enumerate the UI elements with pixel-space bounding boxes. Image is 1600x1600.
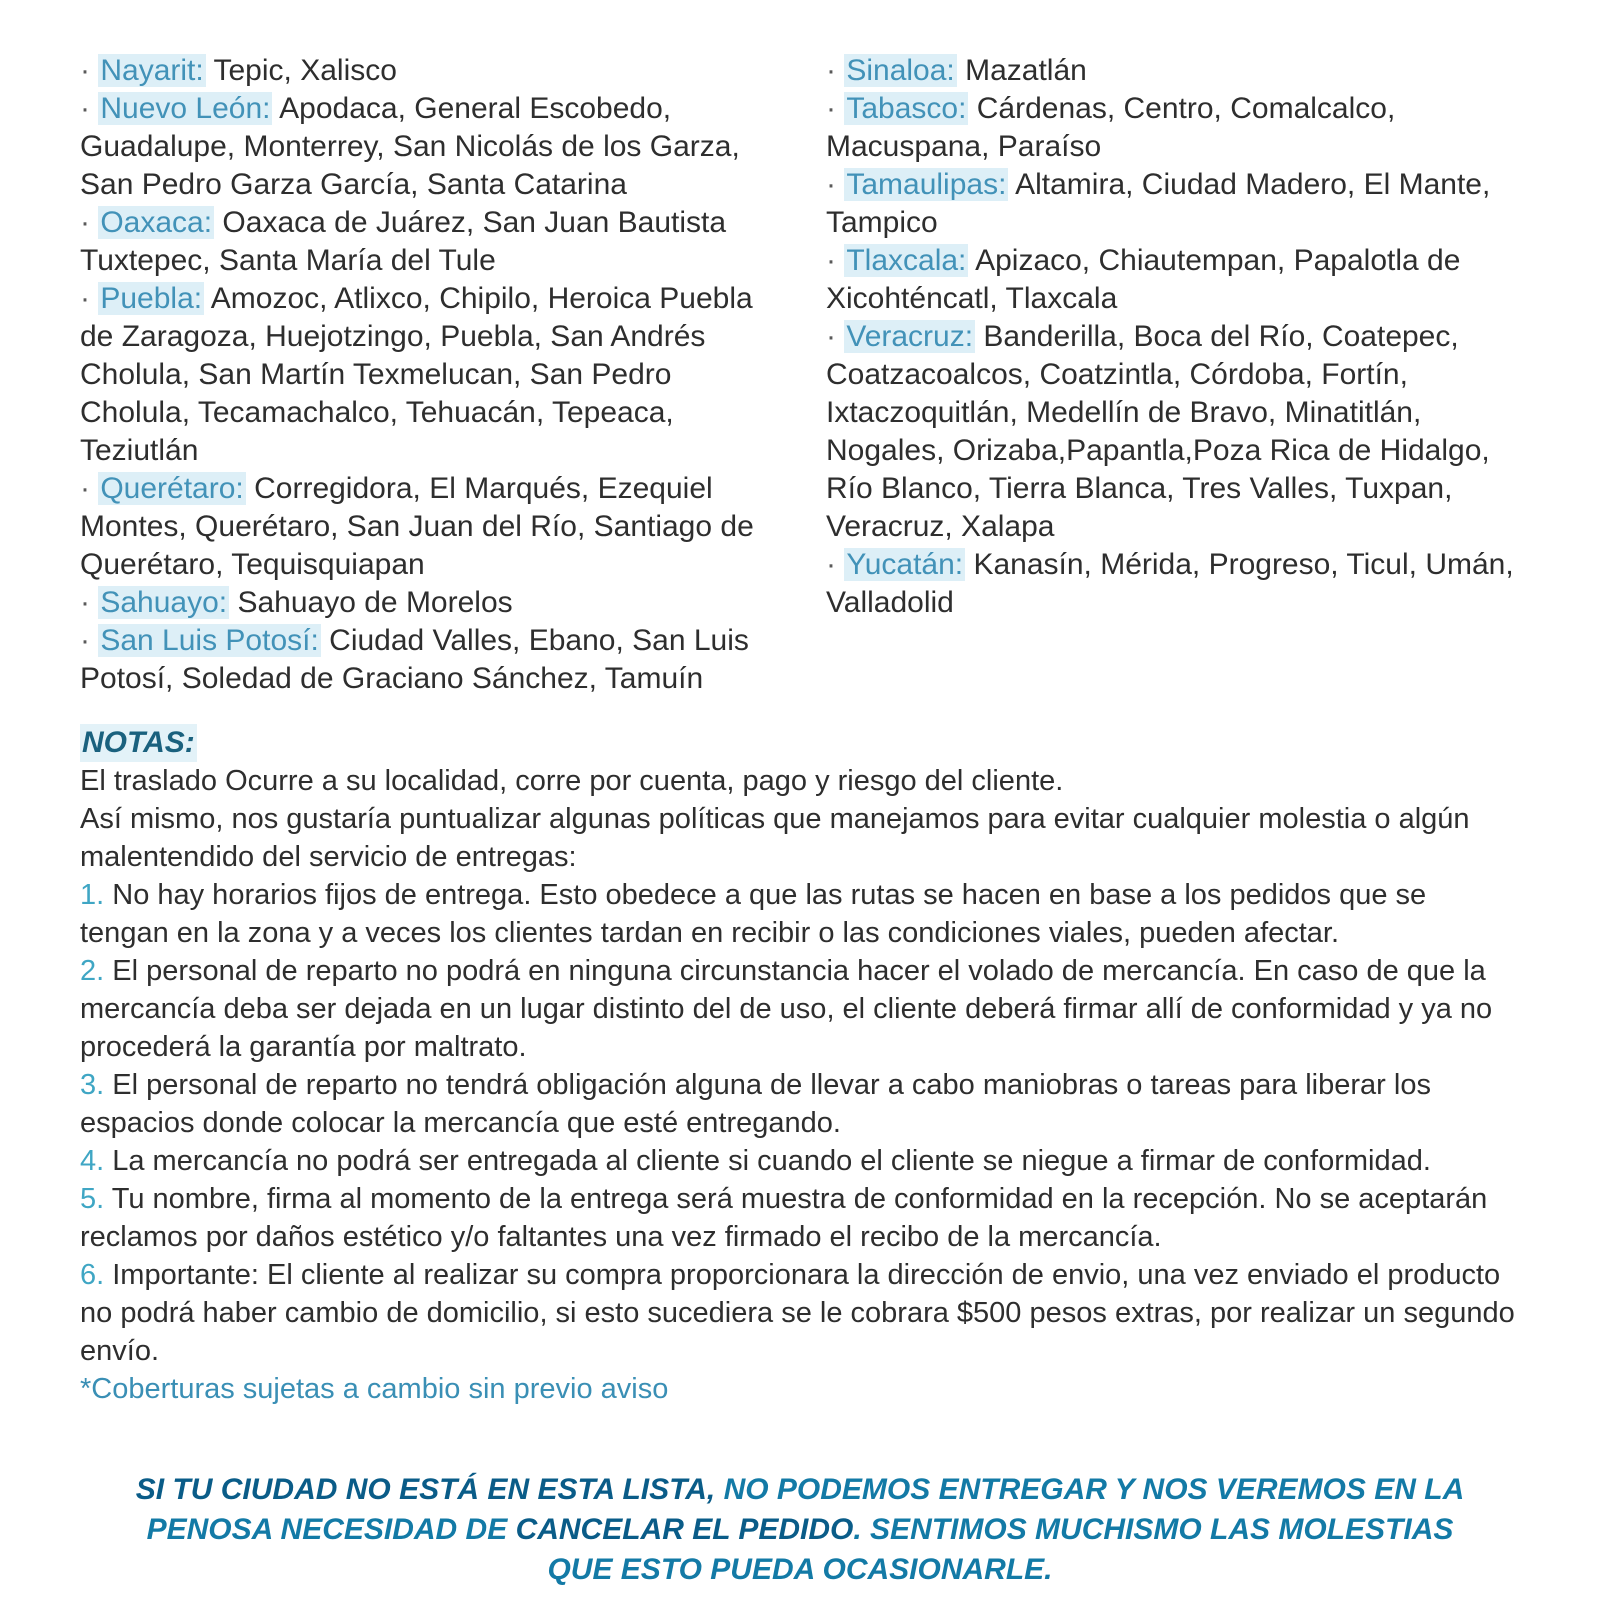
note-text: No hay horarios fijos de entrega. Esto obedece a que las rutas se hacen en base a los pedidos que se tengan en la zona y a veces los clientes tardan en recibir o las condiciones viales, pueden afectar.	[80, 879, 1427, 949]
note-intro-line: Así mismo, nos gustaría puntualizar algunas políticas que manejamos para evitar cualquier molestia o algún malentendido del servicio de entregas:	[80, 803, 1470, 873]
note-item	[80, 1180, 1520, 1256]
footer-warning	[115, 1470, 1485, 1590]
state-entry	[826, 242, 1520, 318]
state-label: Nayarit:	[100, 54, 204, 87]
bullet-dot: ·	[80, 92, 90, 125]
note-number: 2.	[80, 955, 105, 987]
state-label: Puebla:	[100, 282, 203, 315]
state-label: Oaxaca:	[100, 206, 213, 239]
notes-heading: NOTAS:	[80, 724, 197, 762]
bullet-dot: ·	[826, 92, 836, 125]
state-entry	[80, 470, 774, 584]
state-label: Tabasco:	[846, 92, 967, 125]
state-entry	[80, 90, 774, 204]
state-label: Nuevo León:	[100, 92, 271, 125]
footer-warning-highlight: SI TU CIUDAD NO ESTÁ EN ESTA LISTA,	[135, 1473, 724, 1506]
state-cities: Corregidora, El Marqués, Ezequiel Montes, Querétaro, San Juan del Río, Santiago de Querétaro, Tequisquiapan	[80, 472, 754, 581]
state-label: Tlaxcala:	[846, 244, 967, 277]
note-number: 4.	[80, 1145, 105, 1177]
note-text: La mercancía no podrá ser entregada al cliente si cuando el cliente se niegue a firmar de conformidad.	[104, 1145, 1431, 1177]
state-cities: Ciudad Valles, Ebano, San Luis Potosí, Soledad de Graciano Sánchez, Tamuín	[80, 624, 749, 695]
coverage-columns	[80, 52, 1520, 698]
note-number: 1.	[80, 879, 105, 911]
state-cities: Apizaco, Chiautempan, Papalotla de Xicohténcatl, Tlaxcala	[826, 244, 1461, 315]
bullet-dot: ·	[80, 586, 90, 619]
bullet-dot: ·	[80, 54, 90, 87]
footer-warning-text: NO PODEMOS ENTREGAR Y NOS VEREMOS EN LA PENOSA NECESIDAD DE	[146, 1473, 1465, 1546]
note-item	[80, 952, 1520, 1066]
state-cities: Oaxaca de Juárez, San Juan Bautista Tuxtepec, Santa María del Tule	[80, 206, 727, 277]
coverage-disclaimer: *Coberturas sujetas a cambio sin previo aviso	[80, 1373, 669, 1405]
bullet-dot: ·	[826, 548, 836, 581]
note-item	[80, 1256, 1520, 1370]
state-entry	[80, 584, 774, 622]
bullet-dot: ·	[80, 282, 90, 315]
state-cities: Amozoc, Atlixco, Chipilo, Heroica Puebla de Zaragoza, Huejotzingo, Puebla, San Andrés Cholula, San Martín Texmelucan, San Pedro Cholula, Tecamachalco, Tehuacán, Tepeaca, Teziutlán	[80, 282, 753, 467]
note-item	[80, 1142, 1520, 1180]
note-text: Importante: El cliente al realizar su compra proporcionara la dirección de envio, una vez enviado el producto no podrá haber cambio de domicilio, si esto sucediera se le cobrara $500 pesos extras, por realizar un segundo envío.	[80, 1259, 1515, 1367]
note-item	[80, 1066, 1520, 1142]
state-cities: Kanasín, Mérida, Progreso, Ticul, Umán, Valladolid	[826, 548, 1514, 619]
note-text: El personal de reparto no podrá en ninguna circunstancia hacer el volado de mercancía. En caso de que la mercancía deba ser dejada en un lugar distinto del de uso, el cliente deberá firmar allí de conformidad y ya no procederá la garantía por maltrato.	[80, 955, 1493, 1063]
state-label: Sinaloa:	[846, 54, 955, 87]
state-entry	[80, 204, 774, 280]
bullet-dot: ·	[80, 624, 90, 657]
state-label: Veracruz:	[846, 320, 974, 353]
bullet-dot: ·	[826, 54, 836, 87]
footer-cancel-highlight: CANCELAR EL PEDIDO	[515, 1513, 854, 1546]
coverage-column-right	[826, 52, 1520, 698]
state-cities: Apodaca, General Escobedo, Guadalupe, Monterrey, San Nicolás de los Garza, San Pedro Garza García, Santa Catarina	[80, 92, 740, 201]
note-item	[80, 876, 1520, 952]
bullet-dot: ·	[80, 472, 90, 505]
state-entry	[826, 318, 1520, 546]
note-text: El personal de reparto no tendrá obligación alguna de llevar a cabo maniobras o tareas para liberar los espacios donde colocar la mercancía que esté entregando.	[80, 1069, 1431, 1139]
bullet-dot: ·	[80, 206, 90, 239]
notes-section	[80, 724, 1520, 1408]
note-intro-line: El traslado Ocurre a su localidad, corre por cuenta, pago y riesgo del cliente.	[80, 765, 1064, 797]
state-entry	[826, 90, 1520, 166]
state-entry	[80, 280, 774, 470]
state-entry	[826, 546, 1520, 622]
bullet-dot: ·	[826, 320, 836, 353]
bullet-dot: ·	[826, 244, 836, 277]
note-number: 6.	[80, 1259, 105, 1291]
state-label: Querétaro:	[100, 472, 244, 505]
note-number: 5.	[80, 1183, 105, 1215]
state-label: Sahuayo:	[100, 586, 228, 619]
state-label: Yucatán:	[846, 548, 964, 581]
state-cities: Tepic, Xalisco	[213, 54, 397, 87]
state-entry	[80, 622, 774, 698]
state-label: San Luis Potosí:	[100, 624, 319, 657]
state-cities: Banderilla, Boca del Río, Coatepec, Coatzacoalcos, Coatzintla, Córdoba, Fortín, Ixtaczoquitlán, Medellín de Bravo, Minatitlán, Nogales, Orizaba,Papantla,Poza Rica de Hidalgo, Río Blanco, Tierra Blanca, Tres Valles, Tuxpan, Veracruz, Xalapa	[826, 320, 1490, 543]
state-cities: Sahuayo de Morelos	[237, 586, 513, 619]
note-text: Tu nombre, firma al momento de la entrega será muestra de conformidad en la recepción. No se aceptarán reclamos por daños estético y/o faltantes una vez firmado el recibo de la mercancía.	[80, 1183, 1488, 1253]
coverage-column-left	[80, 52, 774, 698]
footer-apology-text: . SENTIMOS MUCHISMO LAS MOLESTIAS QUE ESTO PUEDA OCASIONARLE.	[547, 1513, 1454, 1586]
state-entry	[826, 52, 1520, 90]
bullet-dot: ·	[826, 168, 836, 201]
state-label: Tamaulipas:	[846, 168, 1007, 201]
state-entry	[826, 166, 1520, 242]
note-number: 3.	[80, 1069, 105, 1101]
state-cities: Altamira, Ciudad Madero, El Mante, Tampico	[826, 168, 1491, 239]
state-cities: Cárdenas, Centro, Comalcalco, Macuspana, Paraíso	[826, 92, 1396, 163]
state-cities: Mazatlán	[965, 54, 1087, 87]
state-entry	[80, 52, 774, 90]
